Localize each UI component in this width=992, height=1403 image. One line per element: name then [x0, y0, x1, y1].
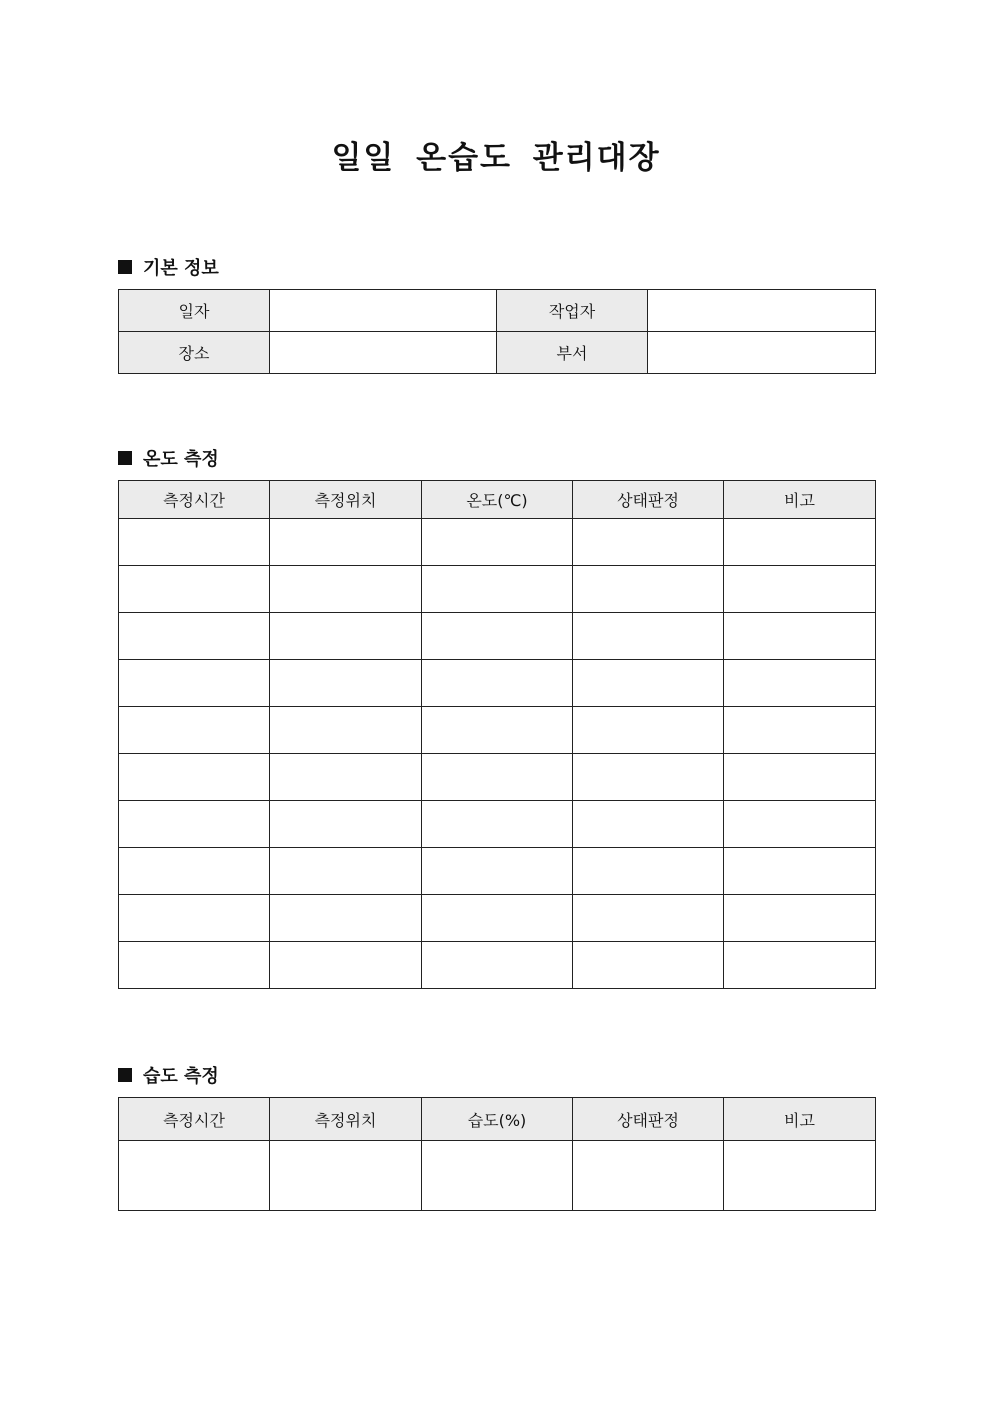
table-cell[interactable] — [270, 519, 422, 566]
black-square-icon — [118, 260, 132, 274]
table-cell[interactable] — [724, 848, 876, 895]
table-cell[interactable] — [119, 1141, 270, 1211]
column-header: 비고 — [724, 1098, 876, 1141]
table-cell[interactable] — [724, 613, 876, 660]
table-cell[interactable] — [422, 1141, 573, 1211]
column-header: 습도(%) — [422, 1098, 573, 1141]
column-header: 측정위치 — [270, 1098, 422, 1141]
table-cell[interactable] — [119, 613, 270, 660]
info-label: 부서 — [497, 332, 648, 374]
table-cell[interactable] — [422, 801, 573, 848]
table-row — [119, 707, 876, 754]
info-row — [119, 332, 876, 374]
table-cell[interactable] — [270, 895, 422, 942]
table-cell[interactable] — [119, 848, 270, 895]
info-label: 장소 — [119, 332, 270, 374]
temperature-heading — [118, 445, 219, 471]
table-cell[interactable] — [270, 754, 422, 801]
table-cell[interactable] — [270, 848, 422, 895]
table-cell[interactable] — [270, 660, 422, 707]
black-square-icon — [118, 1068, 132, 1082]
table-row — [119, 613, 876, 660]
column-header: 비고 — [724, 481, 876, 519]
table-row — [119, 895, 876, 942]
info-value-field[interactable] — [648, 290, 876, 332]
info-value-field[interactable] — [648, 332, 876, 374]
column-header: 상태판정 — [573, 1098, 724, 1141]
table-row — [119, 519, 876, 566]
humidity-heading — [118, 1062, 219, 1088]
table-cell[interactable] — [119, 801, 270, 848]
table-cell[interactable] — [422, 660, 573, 707]
table-cell[interactable] — [573, 895, 724, 942]
table-cell[interactable] — [573, 660, 724, 707]
table-cell[interactable] — [119, 942, 270, 989]
humidity-heading-label: 습도 측정 — [143, 1066, 219, 1087]
info-label: 작업자 — [497, 290, 648, 332]
table-row — [119, 1141, 876, 1211]
table-cell[interactable] — [119, 707, 270, 754]
temperature-heading-label: 온도 측정 — [143, 449, 219, 470]
table-cell[interactable] — [573, 754, 724, 801]
table-cell[interactable] — [422, 566, 573, 613]
table-row — [119, 942, 876, 989]
table-cell[interactable] — [573, 613, 724, 660]
info-value-field[interactable] — [270, 290, 497, 332]
basic-info-heading-label: 기본 정보 — [143, 258, 219, 279]
info-row — [119, 290, 876, 332]
table-cell[interactable] — [573, 848, 724, 895]
table-cell[interactable] — [270, 1141, 422, 1211]
table-cell[interactable] — [422, 754, 573, 801]
basic-info-heading — [118, 254, 219, 280]
column-header: 측정시간 — [119, 1098, 270, 1141]
table-cell[interactable] — [119, 754, 270, 801]
table-cell[interactable] — [724, 519, 876, 566]
basic-info-table — [118, 289, 876, 374]
table-cell[interactable] — [270, 707, 422, 754]
table-header-row — [119, 1098, 876, 1141]
table-cell[interactable] — [119, 895, 270, 942]
table-row — [119, 801, 876, 848]
table-cell[interactable] — [724, 566, 876, 613]
table-cell[interactable] — [422, 848, 573, 895]
table-cell[interactable] — [724, 801, 876, 848]
table-cell[interactable] — [270, 613, 422, 660]
table-cell[interactable] — [422, 942, 573, 989]
table-header-row — [119, 481, 876, 519]
page-title: 일일 온습도 관리대장 — [331, 140, 661, 176]
table-cell[interactable] — [724, 660, 876, 707]
table-cell[interactable] — [422, 613, 573, 660]
column-header: 상태판정 — [573, 481, 724, 519]
table-cell[interactable] — [270, 566, 422, 613]
table-cell[interactable] — [573, 1141, 724, 1211]
column-header: 측정시간 — [119, 481, 270, 519]
table-cell[interactable] — [573, 801, 724, 848]
table-cell[interactable] — [422, 707, 573, 754]
table-cell[interactable] — [724, 707, 876, 754]
table-cell[interactable] — [724, 754, 876, 801]
table-cell[interactable] — [573, 566, 724, 613]
table-cell[interactable] — [119, 660, 270, 707]
table-cell[interactable] — [724, 942, 876, 989]
temperature-table — [118, 480, 876, 989]
table-row — [119, 660, 876, 707]
table-cell[interactable] — [270, 801, 422, 848]
table-cell[interactable] — [422, 895, 573, 942]
table-cell[interactable] — [724, 895, 876, 942]
table-cell[interactable] — [573, 519, 724, 566]
table-cell[interactable] — [119, 519, 270, 566]
table-cell[interactable] — [270, 942, 422, 989]
table-row — [119, 754, 876, 801]
table-row — [119, 566, 876, 613]
table-cell[interactable] — [573, 942, 724, 989]
table-cell[interactable] — [573, 707, 724, 754]
table-cell[interactable] — [724, 1141, 876, 1211]
humidity-table — [118, 1097, 876, 1211]
table-cell[interactable] — [119, 566, 270, 613]
info-label: 일자 — [119, 290, 270, 332]
column-header: 온도(℃) — [422, 481, 573, 519]
info-value-field[interactable] — [270, 332, 497, 374]
black-square-icon — [118, 451, 132, 465]
table-cell[interactable] — [422, 519, 573, 566]
table-row — [119, 848, 876, 895]
column-header: 측정위치 — [270, 481, 422, 519]
